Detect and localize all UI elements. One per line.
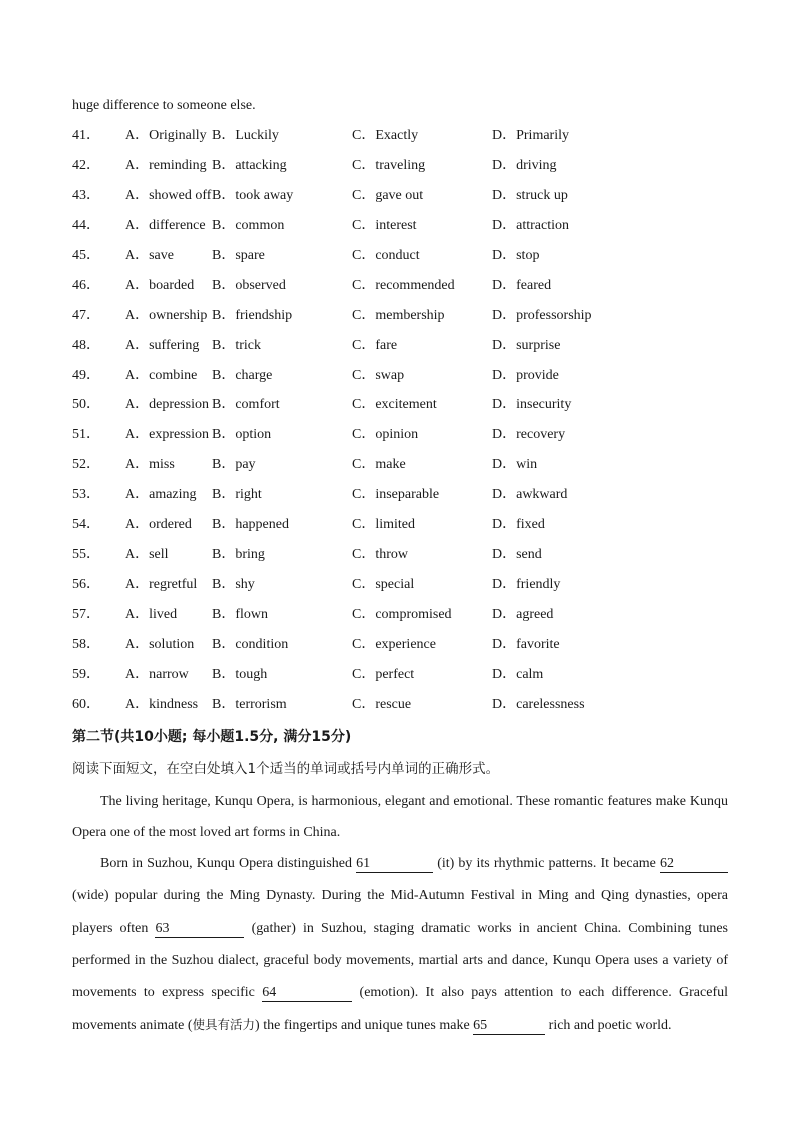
option-a[interactable]: A．amazing	[125, 487, 197, 503]
option-c[interactable]: C．experience	[352, 636, 436, 652]
option-c[interactable]: C．opinion	[352, 427, 419, 443]
option-a[interactable]: A．lived	[125, 607, 178, 622]
option-a[interactable]: A．sell	[125, 547, 169, 563]
question-row	[72, 216, 732, 246]
question-row	[72, 246, 732, 276]
question-number: 51．	[72, 427, 100, 443]
option-c[interactable]: C．interest	[352, 217, 417, 233]
blank-62[interactable]: 62	[660, 855, 728, 873]
option-a[interactable]: A．reminding	[125, 157, 207, 173]
question-number: 56．	[72, 577, 100, 593]
option-a[interactable]: A．kindness	[125, 696, 199, 712]
option-c[interactable]: C．rescue	[352, 696, 412, 712]
option-b[interactable]: B．trick	[212, 337, 261, 353]
option-d[interactable]: D．awkward	[492, 487, 568, 503]
option-b[interactable]: B．Luckily	[212, 128, 279, 143]
question-row	[72, 635, 732, 665]
option-c[interactable]: C．membership	[352, 307, 445, 323]
option-b[interactable]: B．charge	[212, 367, 273, 383]
option-a[interactable]: A．regretful	[125, 577, 198, 593]
passage-gloss: 使具有活力	[192, 1017, 256, 1033]
option-c[interactable]: C．fare	[352, 337, 398, 353]
option-a[interactable]: A．ownership	[125, 307, 208, 323]
option-d[interactable]: D．professorship	[492, 307, 592, 323]
question-number: 55．	[72, 547, 100, 563]
option-d[interactable]: D．favorite	[492, 636, 560, 652]
option-c[interactable]: C．compromised	[352, 607, 452, 622]
option-a[interactable]: A．solution	[125, 636, 195, 652]
option-c[interactable]: C．gave out	[352, 187, 424, 203]
question-row	[72, 395, 732, 425]
option-b[interactable]: B．terrorism	[212, 696, 287, 712]
question-number: 47．	[72, 307, 100, 323]
option-d[interactable]: D．carelessness	[492, 696, 585, 712]
option-a[interactable]: A．expression	[125, 427, 209, 443]
option-d[interactable]: D．friendly	[492, 577, 561, 593]
option-a[interactable]: A．narrow	[125, 666, 189, 682]
question-number: 59．	[72, 666, 100, 682]
question-list	[72, 126, 732, 725]
option-b[interactable]: B．shy	[212, 577, 255, 593]
question-number: 41．	[72, 128, 100, 143]
option-b[interactable]: B．right	[212, 487, 262, 503]
passage-text: Born in Suzhou, Kunqu Opera distinguished	[100, 856, 357, 871]
question-number: 52．	[72, 457, 100, 473]
passage-text: (emotion). It also pays attention to each difference. Graceful movements animate (	[72, 985, 728, 1034]
option-d[interactable]: D．provide	[492, 367, 559, 383]
option-d[interactable]: D．surprise	[492, 337, 561, 353]
passage-paragraph-1: The living heritage, Kunqu Opera, is harmonious, elegant and emotional. These romantic features make Kunqu Opera one of the most loved art forms in China.	[72, 794, 728, 840]
question-row	[72, 366, 732, 396]
option-b[interactable]: B．condition	[212, 636, 289, 652]
passage-text: (wide) popular during the Ming Dynasty. During the Mid-Autumn Festival in Ming and Qing dynasties, opera players often	[72, 888, 728, 936]
option-d[interactable]: D．win	[492, 457, 538, 473]
passage-text: rich and poetic world.	[545, 1018, 672, 1034]
option-a[interactable]: A．depression	[125, 397, 209, 413]
section-title: 第二节(共10小题; 每小题1.5分, 满分15分)	[72, 729, 352, 745]
question-number: 46．	[72, 277, 100, 293]
option-b[interactable]: B．tough	[212, 666, 268, 682]
option-d[interactable]: D．agreed	[492, 607, 554, 622]
option-b[interactable]: B．option	[212, 427, 272, 443]
option-a[interactable]: A．combine	[125, 367, 198, 383]
blank-63[interactable]: 63	[155, 920, 244, 938]
question-row	[72, 276, 732, 306]
passage-text: ) the fingertips and unique tunes make	[255, 1018, 474, 1034]
option-b[interactable]: B．spare	[212, 247, 265, 263]
blank-65[interactable]: 65	[473, 1017, 545, 1035]
option-b[interactable]: B．attacking	[212, 157, 287, 173]
question-row	[72, 605, 732, 635]
option-a[interactable]: A．boarded	[125, 277, 195, 293]
question-row	[72, 425, 732, 455]
question-row	[72, 186, 732, 216]
option-a[interactable]: A．save	[125, 247, 174, 263]
question-number: 54．	[72, 517, 100, 533]
option-d[interactable]: D．fixed	[492, 517, 545, 533]
option-b[interactable]: B．observed	[212, 277, 286, 293]
passage	[72, 786, 728, 1043]
question-number: 57．	[72, 607, 100, 622]
option-c[interactable]: C．Exactly	[352, 128, 419, 143]
option-d[interactable]: D．calm	[492, 666, 544, 682]
question-number: 50．	[72, 397, 100, 413]
question-row	[72, 126, 732, 156]
option-d[interactable]: D．feared	[492, 277, 552, 293]
option-a[interactable]: A．Originally	[125, 128, 207, 143]
option-c[interactable]: C．excitement	[352, 397, 437, 413]
option-b[interactable]: B．pay	[212, 457, 256, 473]
option-b[interactable]: B．bring	[212, 547, 265, 563]
option-c[interactable]: C．throw	[352, 547, 408, 563]
option-c[interactable]: C．swap	[352, 367, 405, 383]
option-a[interactable]: A．difference	[125, 217, 206, 233]
option-d[interactable]: D．send	[492, 547, 542, 563]
passage-text: (it) by its rhythmic patterns. It became	[433, 856, 660, 871]
option-a[interactable]: A．ordered	[125, 517, 192, 533]
option-c[interactable]: C．conduct	[352, 247, 420, 263]
question-row	[72, 336, 732, 366]
question-number: 60．	[72, 696, 100, 712]
option-c[interactable]: C．limited	[352, 517, 415, 533]
question-row	[72, 455, 732, 485]
option-c[interactable]: C．special	[352, 577, 415, 593]
option-a[interactable]: A．showed off	[125, 187, 212, 203]
option-d[interactable]: D．struck up	[492, 187, 568, 203]
option-d[interactable]: D．recovery	[492, 427, 566, 443]
question-number: 44．	[72, 217, 100, 233]
section-instructions: 阅读下面短文，在空白处填入1个适当的单词或括号内单词的正确形式。	[72, 761, 500, 777]
option-c[interactable]: C．traveling	[352, 157, 426, 173]
option-b[interactable]: B．common	[212, 217, 285, 233]
question-row	[72, 695, 732, 725]
option-d[interactable]: D．Primarily	[492, 128, 569, 143]
passage-text: (gather) in Suzhou, staging dramatic works in ancient China. Combining tunes performed in the Suzhou dialect, graceful body movements, martial arts and dance, Kunqu Opera uses a variety of movements to express specific	[72, 920, 728, 1001]
blank-61[interactable]: 61	[356, 855, 433, 873]
question-number: 42．	[72, 157, 100, 173]
question-row	[72, 485, 732, 515]
option-b[interactable]: B．friendship	[212, 307, 293, 323]
blank-64[interactable]: 64	[262, 984, 352, 1002]
question-row	[72, 515, 732, 545]
option-d[interactable]: D．driving	[492, 157, 557, 173]
option-b[interactable]: B．happened	[212, 517, 289, 533]
option-d[interactable]: D．attraction	[492, 217, 569, 233]
option-a[interactable]: A．miss	[125, 457, 175, 473]
intro-line: huge difference to someone else.	[72, 98, 256, 113]
question-row	[72, 665, 732, 695]
question-row	[72, 575, 732, 605]
question-number: 45．	[72, 247, 100, 263]
option-b[interactable]: B．comfort	[212, 397, 280, 413]
option-d[interactable]: D．insecurity	[492, 397, 572, 413]
question-number: 58．	[72, 636, 100, 652]
option-c[interactable]: C．inseparable	[352, 487, 440, 503]
question-number: 48．	[72, 337, 100, 353]
option-b[interactable]: B．took away	[212, 187, 294, 203]
option-c[interactable]: C．perfect	[352, 666, 415, 682]
question-number: 49．	[72, 367, 100, 383]
option-a[interactable]: A．suffering	[125, 337, 200, 353]
option-b[interactable]: B．flown	[212, 607, 268, 622]
passage-paragraph-2	[72, 848, 728, 1043]
question-row	[72, 156, 732, 186]
question-number: 43．	[72, 187, 100, 203]
question-number: 53．	[72, 487, 100, 503]
option-c[interactable]: C．recommended	[352, 277, 455, 293]
option-d[interactable]: D．stop	[492, 247, 540, 263]
question-row	[72, 545, 732, 575]
question-row	[72, 306, 732, 336]
option-c[interactable]: C．make	[352, 457, 406, 473]
